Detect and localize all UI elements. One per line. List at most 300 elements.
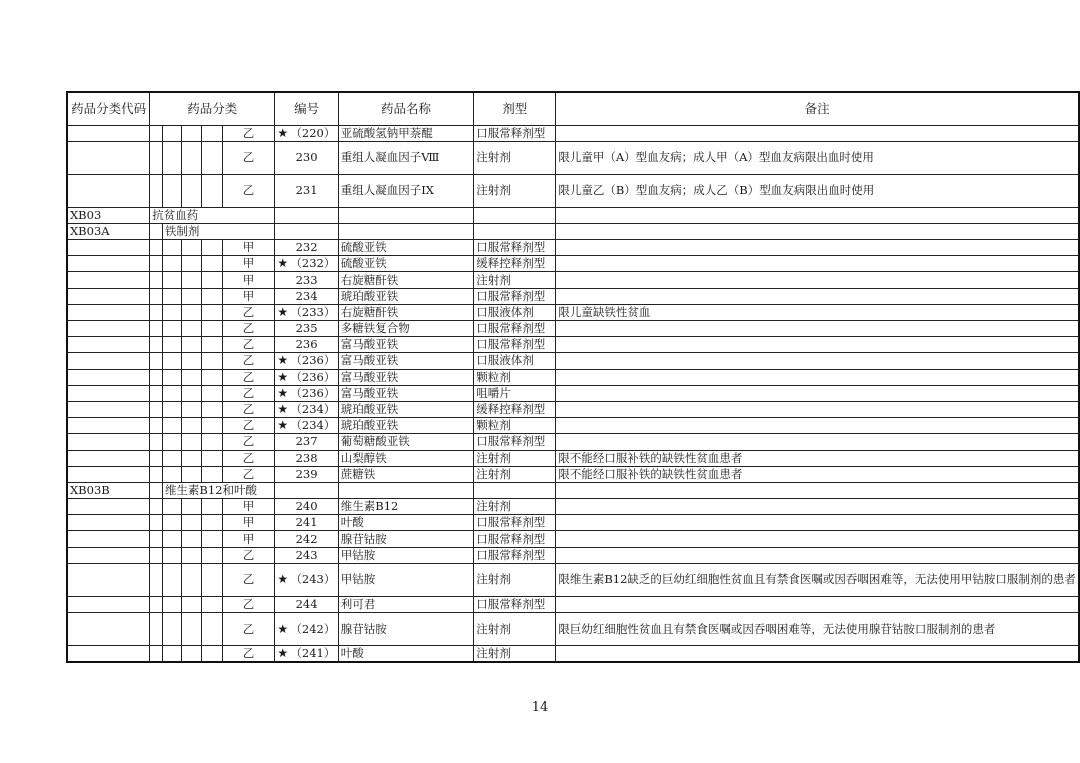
drug-name-cell: 甲钴胺 xyxy=(338,547,473,563)
code-cell xyxy=(67,288,150,304)
dosage-form-cell: 注射剂 xyxy=(474,466,556,482)
empty-cell xyxy=(474,207,556,223)
grade-cell: 乙 xyxy=(222,563,275,596)
category-level-cell xyxy=(182,450,202,466)
drug-name-cell: 富马酸亚铁 xyxy=(338,353,473,369)
code-cell xyxy=(67,563,150,596)
drug-number: （234） xyxy=(290,402,336,417)
dosage-form-cell: 注射剂 xyxy=(474,174,556,207)
header-remarks: 备注 xyxy=(556,92,1079,125)
category-level-cell xyxy=(150,288,163,304)
dosage-form-cell: 缓释控释剂型 xyxy=(474,256,556,272)
table-row xyxy=(67,450,1079,466)
category-level-cell xyxy=(162,434,181,450)
category-level-cell xyxy=(162,353,181,369)
dosage-form-cell: 口服常释剂型 xyxy=(474,596,556,612)
remarks-cell xyxy=(556,515,1079,531)
category-level-cell xyxy=(182,531,202,547)
category-level-cell xyxy=(150,531,163,547)
category-level-cell xyxy=(201,337,222,353)
code-cell xyxy=(67,434,150,450)
category-level-cell xyxy=(150,174,163,207)
category-level-cell xyxy=(162,369,181,385)
drug-name-cell: 葡萄糖酸亚铁 xyxy=(338,434,473,450)
category-level-cell xyxy=(150,466,163,482)
drug-number: 235 xyxy=(295,321,318,336)
drug-number: 234 xyxy=(295,288,318,303)
drug-name-cell: 叶酸 xyxy=(338,646,473,662)
category-level-cell xyxy=(150,418,163,434)
category-level-cell xyxy=(201,256,222,272)
code-cell xyxy=(67,256,150,272)
category-level-cell xyxy=(150,353,163,369)
table-row xyxy=(67,418,1079,434)
drug-name-cell: 右旋糖酐铁 xyxy=(338,272,473,288)
number-cell xyxy=(275,466,338,482)
number-cell xyxy=(275,141,338,174)
drug-number: 244 xyxy=(295,596,318,611)
category-level-cell xyxy=(150,240,163,256)
grade-cell: 甲 xyxy=(222,515,275,531)
category-label: 铁制剂 xyxy=(162,223,274,239)
drug-name-cell: 琥珀酸亚铁 xyxy=(338,288,473,304)
remarks-cell xyxy=(556,288,1079,304)
empty-cell xyxy=(275,223,338,239)
number-cell xyxy=(275,499,338,515)
remarks-cell xyxy=(556,256,1079,272)
category-level-cell xyxy=(201,418,222,434)
grade-cell: 甲 xyxy=(222,240,275,256)
grade-cell: 乙 xyxy=(222,125,275,141)
empty-cell xyxy=(338,207,473,223)
remarks-cell xyxy=(556,547,1079,563)
drug-number: （236） xyxy=(290,353,336,368)
drug-name-cell: 腺苷钴胺 xyxy=(338,531,473,547)
number-cell xyxy=(275,240,338,256)
number-cell xyxy=(275,256,338,272)
code-cell xyxy=(67,547,150,563)
remarks-cell xyxy=(556,369,1079,385)
code-cell xyxy=(67,531,150,547)
star-icon: ★ xyxy=(277,621,289,636)
category-level-cell xyxy=(201,596,222,612)
category-level-cell xyxy=(150,141,163,174)
empty-cell xyxy=(556,223,1079,239)
category-level-cell xyxy=(162,531,181,547)
table-body xyxy=(67,125,1079,662)
category-level-cell xyxy=(182,288,202,304)
table-row xyxy=(67,304,1079,320)
category-level-cell xyxy=(150,613,163,646)
code-cell xyxy=(67,466,150,482)
table-row xyxy=(67,531,1079,547)
drug-number: 241 xyxy=(295,515,318,530)
grade-cell: 乙 xyxy=(222,418,275,434)
drug-number: 238 xyxy=(295,450,318,465)
drug-name-cell: 硫酸亚铁 xyxy=(338,256,473,272)
remarks-cell xyxy=(556,646,1079,662)
category-level-cell xyxy=(182,613,202,646)
category-level-cell xyxy=(182,304,202,320)
empty-cell xyxy=(556,207,1079,223)
drug-name-cell: 重组人凝血因子IX xyxy=(338,174,473,207)
grade-cell: 乙 xyxy=(222,141,275,174)
category-level-cell xyxy=(162,596,181,612)
number-cell xyxy=(275,288,338,304)
category-level-cell xyxy=(150,304,163,320)
number-cell xyxy=(275,353,338,369)
category-level-cell xyxy=(182,353,202,369)
category-level-cell xyxy=(162,240,181,256)
number-cell xyxy=(275,450,338,466)
remarks-cell xyxy=(556,353,1079,369)
category-row xyxy=(67,482,1079,498)
star-icon: ★ xyxy=(277,256,289,271)
dosage-form-cell: 注射剂 xyxy=(474,141,556,174)
category-level-cell xyxy=(182,596,202,612)
table-row xyxy=(67,272,1079,288)
star-icon: ★ xyxy=(277,402,289,417)
category-level-cell xyxy=(150,646,163,662)
dosage-form-cell: 口服液体剂 xyxy=(474,304,556,320)
grade-cell: 乙 xyxy=(222,353,275,369)
drug-name-cell: 右旋糖酐铁 xyxy=(338,304,473,320)
number-cell xyxy=(275,125,338,141)
drug-name-cell: 重组人凝血因子Ⅷ xyxy=(338,141,473,174)
empty-cell xyxy=(556,482,1079,498)
category-level-cell xyxy=(182,547,202,563)
grade-cell: 乙 xyxy=(222,337,275,353)
dosage-form-cell: 颗粒剂 xyxy=(474,418,556,434)
category-level-cell xyxy=(162,563,181,596)
header-number: 编号 xyxy=(275,92,338,125)
category-level-cell xyxy=(201,141,222,174)
drug-number: 230 xyxy=(295,150,318,165)
category-level-cell xyxy=(201,304,222,320)
category-level-cell xyxy=(201,515,222,531)
drug-name-cell: 蔗糖铁 xyxy=(338,466,473,482)
table-row xyxy=(67,288,1079,304)
drug-number: （234） xyxy=(290,418,336,433)
grade-cell: 甲 xyxy=(222,499,275,515)
table-row xyxy=(67,385,1079,401)
code-cell xyxy=(67,369,150,385)
category-label: 维生素B12和叶酸 xyxy=(162,482,274,498)
remarks-cell xyxy=(556,385,1079,401)
number-cell xyxy=(275,401,338,417)
dosage-form-cell: 口服常释剂型 xyxy=(474,434,556,450)
category-level-cell xyxy=(150,563,163,596)
code-cell xyxy=(67,353,150,369)
drug-name-cell: 利可君 xyxy=(338,596,473,612)
dosage-form-cell: 口服液体剂 xyxy=(474,353,556,369)
category-level-cell xyxy=(201,547,222,563)
grade-cell: 甲 xyxy=(222,531,275,547)
drug-number: 239 xyxy=(295,466,318,481)
category-level-cell xyxy=(201,450,222,466)
category-level-cell xyxy=(201,272,222,288)
category-level-cell xyxy=(182,434,202,450)
category-row xyxy=(67,207,1079,223)
drug-number: （243） xyxy=(290,572,336,587)
dosage-form-cell: 口服常释剂型 xyxy=(474,531,556,547)
category-label: 抗贫血药 xyxy=(150,207,275,223)
grade-cell: 乙 xyxy=(222,547,275,563)
number-cell xyxy=(275,272,338,288)
drug-number: （233） xyxy=(290,304,336,319)
number-cell xyxy=(275,385,338,401)
drug-name-cell: 富马酸亚铁 xyxy=(338,369,473,385)
code-cell xyxy=(67,174,150,207)
code-cell xyxy=(67,418,150,434)
table-row xyxy=(67,613,1079,646)
number-cell xyxy=(275,337,338,353)
table-row xyxy=(67,563,1079,596)
category-level-cell xyxy=(150,125,163,141)
header-name: 药品名称 xyxy=(338,92,473,125)
code-cell xyxy=(67,141,150,174)
table-row xyxy=(67,256,1079,272)
category-level-cell xyxy=(182,174,202,207)
grade-cell: 乙 xyxy=(222,401,275,417)
category-level-cell xyxy=(201,353,222,369)
dosage-form-cell: 注射剂 xyxy=(474,563,556,596)
dosage-form-cell: 注射剂 xyxy=(474,450,556,466)
drug-number: 231 xyxy=(295,183,318,198)
grade-cell: 甲 xyxy=(222,288,275,304)
category-level-cell xyxy=(182,499,202,515)
drug-name-cell: 亚硫酸氢钠甲萘醌 xyxy=(338,125,473,141)
code-cell xyxy=(67,385,150,401)
empty-cell xyxy=(275,482,338,498)
category-level-cell xyxy=(162,401,181,417)
drug-name-cell: 多糖铁复合物 xyxy=(338,321,473,337)
code-cell xyxy=(67,646,150,662)
remarks-cell: 限不能经口服补铁的缺铁性贫血患者 xyxy=(556,450,1079,466)
code-cell xyxy=(67,401,150,417)
grade-cell: 甲 xyxy=(222,272,275,288)
category-level-cell xyxy=(201,434,222,450)
dosage-form-cell: 口服常释剂型 xyxy=(474,515,556,531)
drug-number: 233 xyxy=(295,272,318,287)
drug-number: 240 xyxy=(295,499,318,514)
category-level-cell xyxy=(201,385,222,401)
category-level-cell xyxy=(150,385,163,401)
number-cell xyxy=(275,304,338,320)
drug-number: （242） xyxy=(290,621,336,636)
category-level-cell xyxy=(201,499,222,515)
empty-cell xyxy=(338,223,473,239)
dosage-form-cell: 口服常释剂型 xyxy=(474,321,556,337)
category-level-cell xyxy=(162,418,181,434)
category-level-cell xyxy=(182,272,202,288)
page-number: 14 xyxy=(531,700,549,715)
category-level-cell xyxy=(150,547,163,563)
star-icon: ★ xyxy=(277,125,289,140)
drug-number: （236） xyxy=(290,385,336,400)
remarks-cell: 限儿童甲（A）型血友病；成人甲（A）型血友病限出血时使用 xyxy=(556,141,1079,174)
grade-cell: 乙 xyxy=(222,434,275,450)
category-row xyxy=(67,223,1079,239)
category-level-cell xyxy=(162,646,181,662)
drug-number: （220） xyxy=(290,125,336,140)
dosage-form-cell: 口服常释剂型 xyxy=(474,337,556,353)
drug-number: 243 xyxy=(295,547,318,562)
category-level-cell xyxy=(182,125,202,141)
number-cell xyxy=(275,563,338,596)
grade-cell: 乙 xyxy=(222,450,275,466)
remarks-cell: 限不能经口服补铁的缺铁性贫血患者 xyxy=(556,466,1079,482)
drug-name-cell: 琥珀酸亚铁 xyxy=(338,418,473,434)
code-cell xyxy=(67,321,150,337)
category-level-cell xyxy=(150,337,163,353)
code-cell xyxy=(67,337,150,353)
remarks-cell xyxy=(556,499,1079,515)
grade-cell: 乙 xyxy=(222,613,275,646)
empty-cell xyxy=(474,223,556,239)
drug-name-cell: 富马酸亚铁 xyxy=(338,337,473,353)
code-cell xyxy=(67,613,150,646)
number-cell xyxy=(275,613,338,646)
number-cell xyxy=(275,434,338,450)
category-level-cell xyxy=(201,646,222,662)
category-level-cell xyxy=(201,288,222,304)
code-cell xyxy=(67,240,150,256)
category-level-cell xyxy=(201,531,222,547)
remarks-cell xyxy=(556,531,1079,547)
dosage-form-cell: 注射剂 xyxy=(474,646,556,662)
category-level-cell xyxy=(182,256,202,272)
grade-cell: 乙 xyxy=(222,369,275,385)
star-icon: ★ xyxy=(277,572,289,587)
drug-name-cell: 叶酸 xyxy=(338,515,473,531)
category-level-cell xyxy=(162,547,181,563)
remarks-cell xyxy=(556,596,1079,612)
dosage-form-cell: 口服常释剂型 xyxy=(474,547,556,563)
category-level-cell xyxy=(162,450,181,466)
grade-cell: 乙 xyxy=(222,321,275,337)
category-level-cell xyxy=(182,337,202,353)
table-header-row xyxy=(67,92,1079,125)
star-icon: ★ xyxy=(277,418,289,433)
grade-cell: 乙 xyxy=(222,385,275,401)
drug-name-cell: 富马酸亚铁 xyxy=(338,385,473,401)
number-cell xyxy=(275,547,338,563)
category-level-cell xyxy=(201,321,222,337)
drug-number: 242 xyxy=(295,531,318,546)
table-row xyxy=(67,240,1079,256)
category-level-cell xyxy=(182,321,202,337)
code-cell xyxy=(67,515,150,531)
table-row xyxy=(67,499,1079,515)
table-row xyxy=(67,547,1079,563)
remarks-cell xyxy=(556,337,1079,353)
drug-number: 237 xyxy=(295,434,318,449)
table-row xyxy=(67,174,1079,207)
category-level-cell xyxy=(162,337,181,353)
number-cell xyxy=(275,531,338,547)
category-level-cell xyxy=(150,369,163,385)
star-icon: ★ xyxy=(277,353,289,368)
category-level-cell xyxy=(150,401,163,417)
category-level-cell xyxy=(182,646,202,662)
category-code: XB03 xyxy=(67,207,150,223)
grade-cell: 乙 xyxy=(222,174,275,207)
header-form: 剂型 xyxy=(474,92,556,125)
category-level-cell xyxy=(182,563,202,596)
category-level-cell xyxy=(162,141,181,174)
drug-number: （232） xyxy=(290,256,336,271)
category-code: XB03B xyxy=(67,482,150,498)
code-cell xyxy=(67,596,150,612)
category-level-cell xyxy=(182,369,202,385)
table-row xyxy=(67,337,1079,353)
table-row xyxy=(67,646,1079,662)
number-cell xyxy=(275,418,338,434)
number-cell xyxy=(275,515,338,531)
table-row xyxy=(67,401,1079,417)
code-cell xyxy=(67,499,150,515)
table-row xyxy=(67,515,1079,531)
dosage-form-cell: 注射剂 xyxy=(474,272,556,288)
table-row xyxy=(67,141,1079,174)
category-level-cell xyxy=(201,466,222,482)
category-level-cell xyxy=(162,272,181,288)
table-row xyxy=(67,369,1079,385)
category-level-cell xyxy=(182,240,202,256)
grade-cell: 乙 xyxy=(222,646,275,662)
category-level-cell xyxy=(182,401,202,417)
category-code: XB03A xyxy=(67,223,150,239)
category-level-cell xyxy=(162,125,181,141)
category-level-cell xyxy=(150,515,163,531)
dosage-form-cell: 注射剂 xyxy=(474,613,556,646)
table-row xyxy=(67,596,1079,612)
grade-cell: 乙 xyxy=(222,596,275,612)
empty-cell xyxy=(150,482,163,498)
category-level-cell xyxy=(150,256,163,272)
star-icon: ★ xyxy=(277,645,289,660)
header-code: 药品分类代码 xyxy=(67,92,150,125)
number-cell xyxy=(275,321,338,337)
empty-cell xyxy=(338,482,473,498)
empty-cell xyxy=(474,482,556,498)
category-level-cell xyxy=(162,515,181,531)
empty-cell xyxy=(275,207,338,223)
remarks-cell xyxy=(556,401,1079,417)
drug-number: 236 xyxy=(295,337,318,352)
drug-number: 232 xyxy=(295,240,318,255)
drug-name-cell: 腺苷钴胺 xyxy=(338,613,473,646)
drug-name-cell: 维生素B12 xyxy=(338,499,473,515)
category-level-cell xyxy=(201,125,222,141)
category-level-cell xyxy=(162,321,181,337)
category-level-cell xyxy=(182,466,202,482)
table-row xyxy=(67,466,1079,482)
grade-cell: 乙 xyxy=(222,466,275,482)
category-level-cell xyxy=(201,613,222,646)
remarks-cell: 限维生素B12缺乏的巨幼红细胞性贫血且有禁食医嘱或因吞咽困难等，无法使用甲钴胺口服制剂的患者 xyxy=(556,563,1079,596)
category-level-cell xyxy=(150,434,163,450)
category-level-cell xyxy=(162,304,181,320)
grade-cell: 甲 xyxy=(222,256,275,272)
dosage-form-cell: 口服常释剂型 xyxy=(474,125,556,141)
category-level-cell xyxy=(162,466,181,482)
category-level-cell xyxy=(162,385,181,401)
category-level-cell xyxy=(182,418,202,434)
dosage-form-cell: 咀嚼片 xyxy=(474,385,556,401)
category-level-cell xyxy=(162,174,181,207)
